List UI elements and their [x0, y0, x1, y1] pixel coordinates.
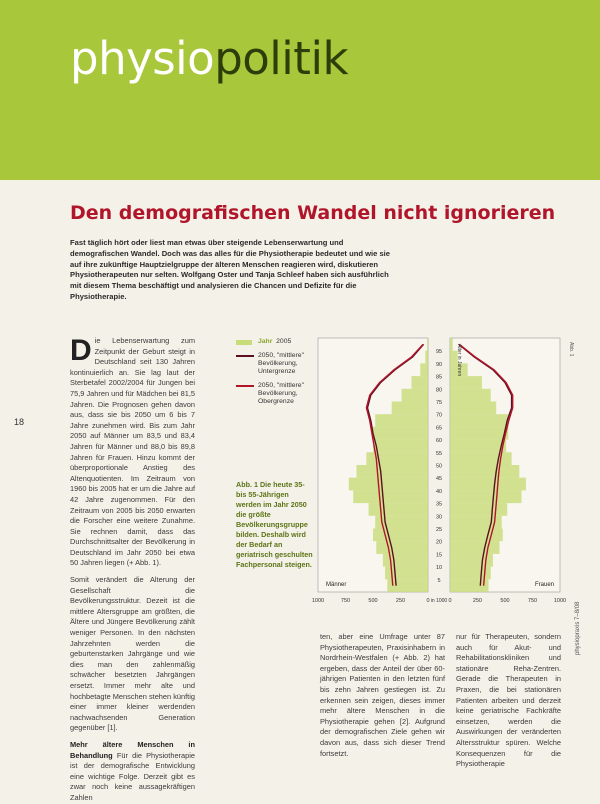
age-tick-85: 85: [435, 374, 443, 381]
age-tick-40: 40: [435, 488, 443, 495]
age-tick-65: 65: [435, 425, 443, 432]
section-title-part2: politik: [214, 32, 349, 85]
age-tick-45: 45: [435, 476, 443, 483]
bar-2005-women-age-60: [450, 427, 508, 440]
text-column-1: [70, 334, 195, 802]
population-pyramid-chart: [310, 330, 580, 625]
age-tick-20: 20: [435, 539, 443, 546]
age-tick-25: 25: [435, 527, 443, 533]
age-tick-60: 60: [435, 438, 443, 445]
bar-2005-women-age-55: [450, 440, 506, 453]
bar-2005-women-age-15: [450, 541, 500, 554]
bar-2005-men-age-85: [420, 363, 428, 376]
legend-swatch-untergrenze: [236, 355, 254, 357]
x-tick-women-0: 0: [448, 598, 452, 604]
x-tick-women-750: 750: [527, 598, 538, 604]
age-tick-10: 10: [435, 565, 443, 572]
x-tick-men-750: 750: [340, 598, 351, 604]
x-tick-men-1000: 1000: [311, 598, 325, 604]
women-label: Frauen: [534, 582, 554, 588]
age-axis-title: Alter in Jahren: [456, 344, 462, 377]
age-tick-55: 55: [435, 450, 443, 457]
bar-2005-men-age-60: [372, 427, 428, 440]
paragraph-2: Somit verändert die Alterung der Gesellschaft die Bevölkerungsstruktur. Dezeit ist die mittlere Altersgruppe am größten, die Ältere und Jüngere Bevölkerung zählt weniger Personen. In den nächsten Jahrzehnten werden die geburtenstarken Jahrgänge und wie dies man den zahlenmäßig schwächer besetzten Jahrgängen ersetzt. Immer mehr alte und hochbetagte Menschen stehen künftig einer immer kleiner werdenden nachwachsenden Generation gegenüber [1].: [70, 575, 195, 733]
age-tick-35: 35: [435, 501, 443, 508]
bar-2005-women-age-0: [450, 579, 489, 592]
side-credit: physiopraxis 7–8/08: [575, 601, 581, 655]
bar-2005-men-age-20: [373, 529, 428, 542]
bar-2005-men-age-90: [425, 351, 428, 364]
bar-2005-men-age-15: [376, 541, 428, 554]
x-unit-label: in 1000: [430, 598, 448, 604]
bar-2005-men-age-0: [387, 579, 428, 592]
bar-2005-women-age-65: [450, 414, 508, 427]
bar-2005-men-age-40: [349, 478, 428, 491]
subheading-paragraph: [70, 740, 195, 804]
bar-2005-men-age-95: [427, 338, 428, 351]
x-tick-men-0: 0: [426, 598, 430, 604]
legend-swatch-2005: [236, 340, 252, 345]
bar-2005-men-age-35: [353, 490, 428, 503]
text-column-2: ten, aber eine Umfrage unter 87 Physiotherapeuten, Praxisinhabern in Nordrhein-Westfalen (+ Abb. 2) hat ergeben, dass der Anteil der über 60-jährigen Patienten in den letzten fünf bis zehn Jahren gestiegen ist. Zu erkennen sein zeigen, dieses immer mehr ältere Menschen in die Physiotherapie gehen [2]. Aufgrund der demografischen Ziele gehen wir davon aus, dass sich dieser Trend fortsetzt.: [320, 632, 445, 758]
page-number: 18: [14, 417, 25, 427]
section-title: [70, 32, 348, 85]
text-column-3: nur für Therapeuten, sondern auch für Akut- und Rehabilitationskliniken und stationäre Reha-Zentren. Gerade die Therapeuten in Praxen, die bei stationären Patienten arbeiten und derzeit keine geriatrische Fachkräfte einsetzen, werden die Auswirkungen der veränderten Altersstruktur spüren. Welche Konsequenzen für die Physiotherapie: [456, 632, 561, 769]
figure-caption: Abb. 1 Die heute 35- bis 55-Jährigen werden im Jahr 2050 die größte Bevölkerungsgruppe bilden. Deshalb wird der Bedarf an geriatrisch geschulten Fachpersonal steigen.: [236, 480, 313, 569]
legend-label-obergrenze: 2050, "mittlere" Bevölkerung, Obergrenze: [258, 382, 305, 405]
bar-2005-men-age-55: [373, 440, 428, 453]
age-tick-30: 30: [435, 514, 443, 521]
age-tick-5: 5: [437, 577, 441, 584]
header-banner: [0, 0, 600, 180]
men-label: Männer: [326, 582, 347, 588]
bar-2005-men-age-70: [392, 402, 428, 415]
legend-header-label: Jahr: [258, 338, 273, 345]
x-tick-men-250: 250: [395, 598, 406, 604]
bar-2005-men-age-30: [369, 503, 428, 516]
age-tick-70: 70: [435, 412, 443, 419]
x-tick-women-500: 500: [500, 598, 510, 604]
bar-2005-men-age-80: [412, 376, 429, 389]
bar-2005-women-age-40: [450, 478, 526, 491]
section-title-part1: physio: [70, 32, 215, 85]
dropcap-letter: D: [70, 334, 92, 367]
subheading: Mehr ältere Menschen in Behandlung: [70, 739, 195, 760]
bar-2005-women-age-80: [450, 376, 482, 389]
article-headline: Den demografischen Wandel nicht ignorieren: [70, 202, 556, 224]
x-tick-women-250: 250: [472, 598, 483, 604]
chart-source: Abb. 1: [568, 342, 574, 357]
bar-2005-women-age-45: [450, 465, 519, 478]
legend-item-untergrenze: [236, 352, 316, 376]
age-tick-50: 50: [435, 463, 443, 470]
bar-2005-men-age-65: [375, 414, 428, 427]
legend-swatch-obergrenze: [236, 385, 254, 387]
age-tick-80: 80: [435, 387, 443, 394]
bar-2005-men-age-75: [402, 389, 428, 402]
bar-2005-women-age-30: [450, 503, 507, 516]
bar-2005-women-age-20: [450, 529, 503, 542]
age-tick-90: 90: [435, 361, 443, 368]
age-tick-75: 75: [435, 400, 443, 406]
age-tick-95: 95: [435, 349, 443, 356]
legend-label-untergrenze: 2050, "mittlere" Bevölkerung, Untergrenze: [258, 352, 305, 375]
paragraph-1: [70, 336, 195, 569]
legend-header-year: 2005: [276, 338, 292, 345]
age-tick-15: 15: [435, 552, 443, 559]
bar-2005-women-age-35: [450, 490, 522, 503]
article-intro: [70, 238, 400, 303]
intro-text: Fast täglich hört oder liest man etwas über steigende Lebenserwartung und demografischen Wandel. Doch was das alles für die Physiotherapie bedeutet und wie sie auf ihre zukünftige Hauptzielgruppe der älteren Menschen reagieren wird, diskutieren Physiotherapeuten nur selten. Wolfgang Oster und Tanja Schleef haben sich ausführlich mit diesem Thema beschäftigt und analysieren die Chancen und Defizite für die Physiotherapie.: [70, 238, 391, 301]
chart-legend: [236, 338, 316, 412]
paragraph-3-text: Für die Physiotherapie ist der demografische Entwicklung eine wichtige Folge. Derzeit gibt es zwar noch keine aussagekräftigen Zahlen: [70, 750, 195, 802]
bar-2005-women-age-50: [450, 452, 512, 465]
x-tick-men-500: 500: [368, 598, 378, 604]
legend-item-2005: [236, 338, 316, 346]
bar-2005-women-age-75: [450, 389, 491, 402]
bar-2005-men-age-45: [357, 465, 429, 478]
legend-item-obergrenze: [236, 382, 316, 406]
x-tick-women-1000: 1000: [553, 598, 567, 604]
bar-2005-women-age-95: [450, 338, 453, 351]
paragraph-1-text: ie Lebenserwartung zum Zeitpunkt der Geburt steigt in Deutschland seit 130 Jahren kontinuierlich an. Sie lag laut der Sterbetafel 2002/2004 für Jungen bei 75,9 Jahren und für Mädchen bei 81,5 Jahren. Die Prognosen gehen davon aus, dass sie bis 2050 um 6 bis 7 Jahre zunehmen wird. Bis zum Jahr 2050 auf Männer um 83,5 und 83,4 Jahren für Männer und 88,0 bis 89,8 Jahren für Frauen. Hinzu kommt der überproportionale Anstieg des Altenquotienten. Im Zeitraum von 1960 bis 2005 hat er um die Jahre auf 42 Jahre zugenommen. Für den Zeitraum von 2005 bis 2050 erwarten die Forscher eine weitere Zunahme. Sie rechnen damit, dass das Durchschnittsalter der Bevölkerung in Deutschland im Jahr 2050 bei etwa 50 Jahren liegen (+ Abb. 1).: [70, 336, 195, 568]
bar-2005-women-age-70: [450, 402, 496, 415]
